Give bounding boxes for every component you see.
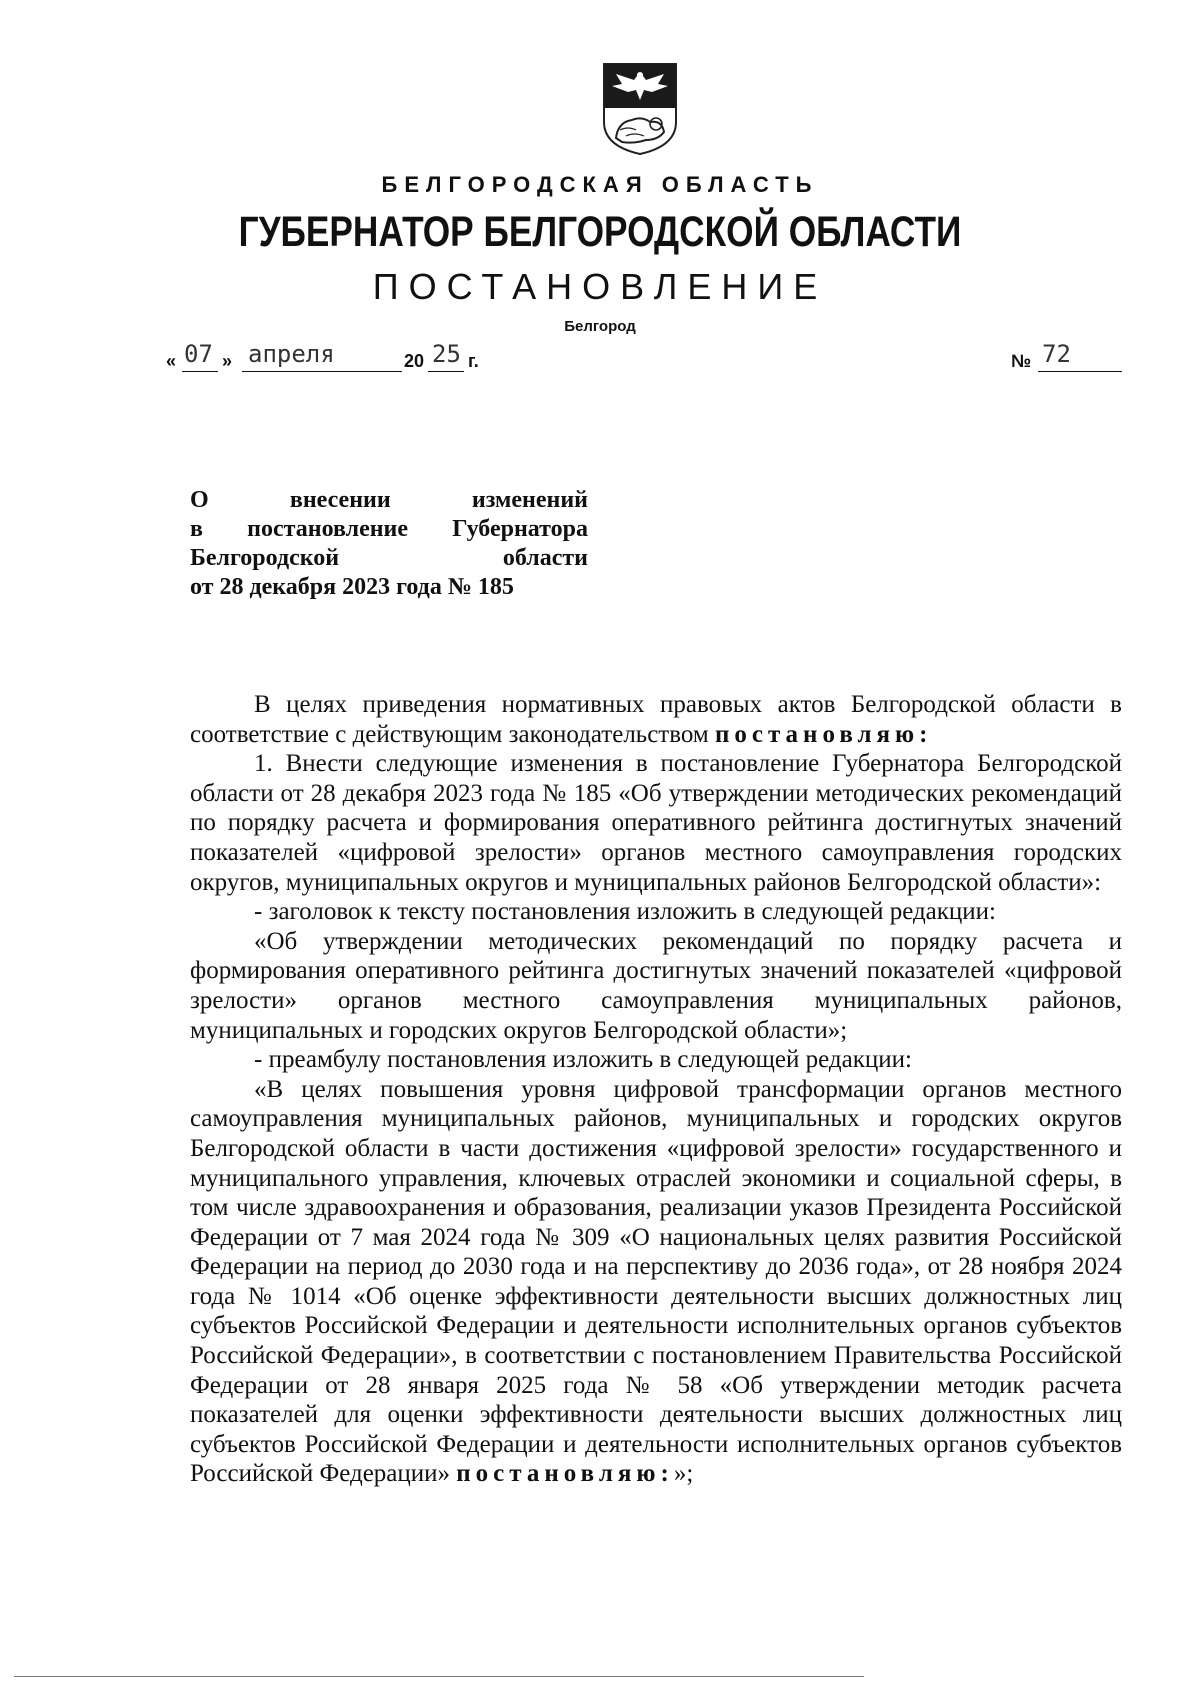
month-underline [242, 371, 402, 372]
city-name: Белгород [564, 318, 636, 335]
scan-edge-line [14, 1676, 864, 1677]
number-underline [1038, 371, 1122, 372]
date-day: 07 [184, 340, 213, 368]
year-suffix: 25 [432, 340, 461, 368]
close-quote: » [222, 351, 233, 371]
subject-line-1: О внесении изменений [190, 487, 588, 513]
year-abbreviation: г. [468, 351, 479, 371]
new-preamble-tail: »; [673, 1460, 694, 1488]
paragraph-title-change: - заголовок к тексту постановления изложить в следующей редакции: [254, 898, 997, 926]
document-type: ПОСТАНОВЛЕНИЕ [372, 266, 828, 307]
date-month: апреля [248, 340, 335, 368]
decree-word-2: постановляю: [456, 1460, 674, 1488]
subject-line-3: Белгородской области [190, 545, 588, 571]
region-name: БЕЛГОРОДСКАЯ ОБЛАСТЬ [381, 172, 819, 197]
document-number: 72 [1042, 340, 1071, 368]
document-subject [190, 486, 588, 602]
paragraph-item-1: 1. Внести следующие изменения в постановление Губернатора Белгородской области от 28 декабря 2023 года № 185 «Об утверждении методических рекомендаций по порядку расчета и формирования оперативного рейтинга достигнутых значений показателей «цифровой зрелости» органов местного самоуправления городских округов, муниципальных округов и муниципальных районов Белгородской области»: [190, 750, 1122, 896]
year-prefix: 20 [404, 351, 425, 371]
day-underline [182, 371, 218, 372]
paragraph-preamble [190, 690, 1122, 749]
paragraph-new-preamble [190, 1075, 1122, 1489]
number-sign: № [1011, 351, 1032, 371]
decree-word: постановляю: [714, 720, 933, 748]
authority-title: ГУБЕРНАТОР БЕЛГОРОДСКОЙ ОБЛАСТИ [238, 208, 962, 256]
document-body [190, 690, 1122, 1489]
subject-line-4: от 28 декабря 2023 года № 185 [190, 574, 514, 600]
paragraph-preamble-change: - преамбулу постановления изложить в следующей редакции: [254, 1046, 912, 1074]
open-quote: « [166, 351, 177, 371]
paragraph-new-title: «Об утверждении методических рекомендаций по порядку расчета и формирования оперативного рейтинга достигнутых значений показателей «цифровой зрелости» органов местного самоуправления муниципальных районов, муниципальных и городских округов Белгородской области»; [190, 927, 1122, 1044]
subject-line-2: в постановление Губернатора [190, 516, 588, 542]
new-preamble-text: «В целях повышения уровня цифровой трансформации органов местного самоуправления муниципальных районов, муниципальных и городских округов Белгородской области в части достижения «цифровой зрелости» государственного и муниципального управления, ключевых отраслей экономики и социальной сферы, в том числе здравоохранения и образования, реализации указов Президента Российской Федерации от 7 мая 2024 года № 309 «О национальных целях развития Российской Федерации на период до 2030 года и на перспективу до 2036 года», от 28 ноября 2024 года № 1014 «Об оценке эффективности деятельности высших должностных лиц субъектов Российской Федерации и деятельности исполнительных органов субъектов Российской Федерации», в соответствии с постановлением Правительства Российской Федерации от 28 января 2025 года № 58 «Об утверждении методик расчета показателей для оценки эффективности деятельности высших должностных лиц субъектов Российской Федерации и деятельности исполнительных органов субъектов Российской Федерации» [190, 1075, 1122, 1488]
year-underline [428, 371, 464, 372]
date-line [166, 340, 1126, 376]
coat-of-arms-icon [598, 60, 682, 158]
preamble-text: В целях приведения нормативных правовых актов Белгородской области в соответствие с действующим законодательством [190, 691, 1122, 748]
